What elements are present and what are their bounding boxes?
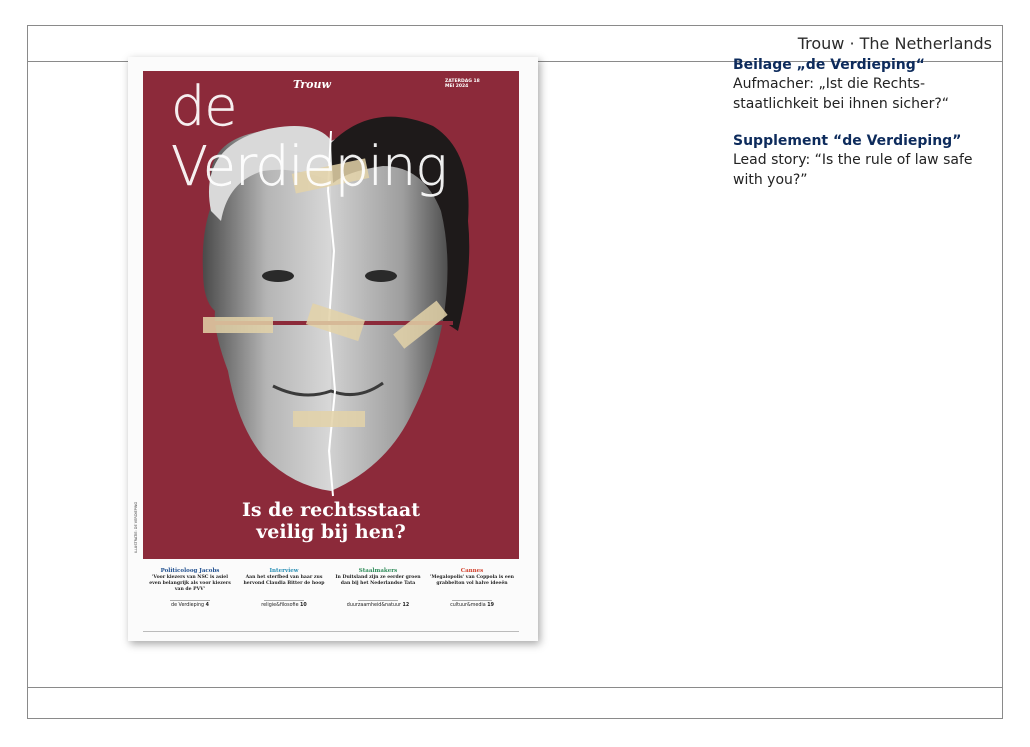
cover-headline bbox=[143, 499, 519, 543]
masthead-title: de Verdieping bbox=[171, 75, 447, 198]
teaser-divider bbox=[170, 600, 210, 601]
caption-german-title: Beilage „de Verdieping“ bbox=[733, 57, 925, 73]
teaser-divider bbox=[264, 600, 304, 601]
teaser-text: 'Voor kiezers van NSC is asiel even belangrijk als voor kiezers van de PVV' bbox=[149, 575, 231, 592]
teaser-item bbox=[237, 567, 331, 625]
caption-english-title: Supplement “de Verdieping” bbox=[733, 133, 962, 149]
masthead-brand: Trouw bbox=[293, 78, 331, 91]
caption-panel bbox=[733, 56, 973, 208]
teaser-text: Aan het sterfbed van haar zus hervond Claudia Bitter de hoop bbox=[243, 575, 325, 586]
teaser-section: religie&filosofie 10 bbox=[261, 603, 307, 608]
teaser-text: 'Megalopolis' van Coppola is een grabbelton vol halve ideeën bbox=[430, 575, 514, 586]
teaser-item bbox=[331, 567, 425, 625]
teaser-kicker: Politicoloog Jacobs bbox=[160, 568, 220, 574]
tape-2 bbox=[203, 317, 273, 333]
teaser-kicker: Interview bbox=[269, 568, 299, 574]
teaser-item bbox=[143, 567, 237, 625]
teaser-section: cultuur&media 19 bbox=[450, 603, 494, 608]
caption-english bbox=[733, 132, 973, 190]
teaser-text: In Duitsland zijn ze eerder groen dan bij het Nederlandse Tata bbox=[335, 575, 421, 586]
footer-bar bbox=[28, 687, 1002, 718]
teaser-divider bbox=[452, 600, 492, 601]
bottom-rule bbox=[143, 631, 519, 632]
headline-line-2: veilig bij hen? bbox=[256, 521, 406, 543]
caption-german bbox=[733, 56, 973, 114]
photo-credit: ILLUSTRATIE: DE VERDIEPING bbox=[134, 501, 138, 553]
cover-illustration bbox=[143, 71, 519, 559]
caption-english-text: Lead story: “Is the rule of law safe with you?” bbox=[733, 152, 973, 188]
masthead-date: ZATERDAG 18 MEI 2024 bbox=[445, 79, 480, 89]
teaser-kicker: Staalmakers bbox=[358, 568, 398, 574]
tape-5 bbox=[293, 411, 365, 427]
teaser-row bbox=[143, 567, 519, 625]
headline-line-1: Is de rechtsstaat bbox=[241, 499, 420, 521]
teaser-divider bbox=[358, 600, 398, 601]
teaser-section: de Verdieping 4 bbox=[171, 603, 209, 608]
source-label: Trouw · The Netherlands bbox=[797, 34, 992, 53]
teaser-section: duurzaamheid&natuur 12 bbox=[346, 603, 410, 608]
teaser-item bbox=[425, 567, 519, 625]
newspaper-page bbox=[128, 57, 538, 641]
teaser-kicker: Cannes bbox=[460, 568, 484, 574]
caption-german-text: Aufmacher: „Ist die Rechts-staatlichkeit bei ihnen sicher?“ bbox=[733, 76, 950, 112]
